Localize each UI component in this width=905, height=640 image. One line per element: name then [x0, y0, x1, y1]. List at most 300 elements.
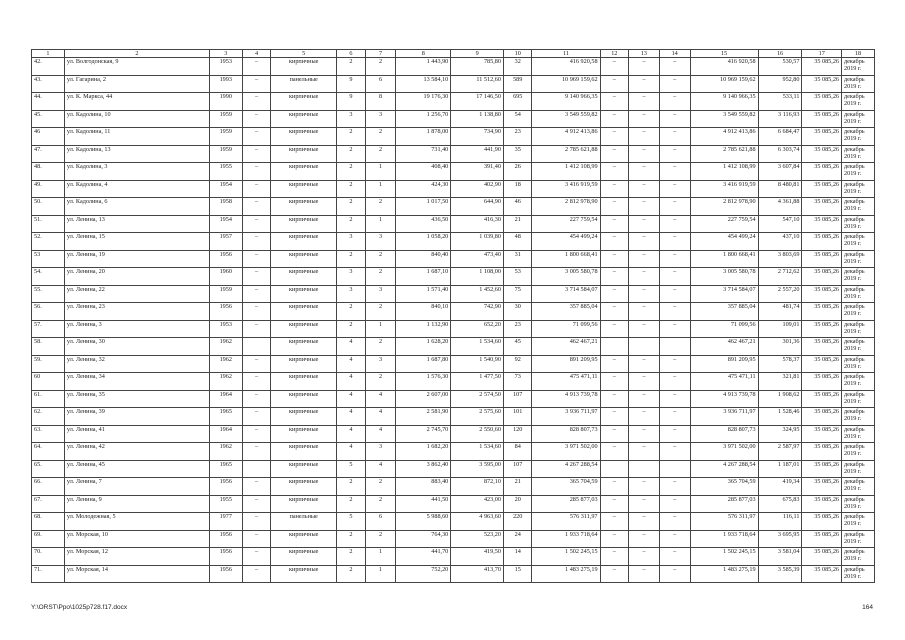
table-cell: 1964	[209, 390, 242, 408]
table-cell: ул. Кадолина, 4	[64, 180, 209, 198]
table-cell: 3 116,93	[758, 110, 802, 128]
table-cell: кирпичные	[271, 128, 337, 146]
table-cell: кирпичные	[271, 390, 337, 408]
table-cell: кирпичные	[271, 198, 337, 216]
table-cell: 1977	[209, 513, 242, 531]
table-cell: декабрь 2019 г.	[842, 215, 875, 233]
table-cell: –	[629, 513, 660, 531]
table-cell: 9 140 966,35	[532, 93, 600, 111]
table-cell: 220	[503, 513, 532, 531]
table-cell: 5	[337, 513, 366, 531]
table-cell: 4	[337, 338, 366, 356]
table-cell: 1959	[209, 285, 242, 303]
table-cell: 357 885,04	[532, 303, 600, 321]
table-cell: 3	[337, 110, 366, 128]
table-cell: 35 085,26	[802, 390, 842, 408]
table-cell: 3 581,04	[758, 548, 802, 566]
table-cell: 63.	[32, 425, 65, 443]
table-cell: 73	[503, 373, 532, 391]
table-cell: 19 176,30	[396, 93, 451, 111]
table-row	[32, 425, 875, 443]
table-cell: 454 499,24	[690, 233, 758, 251]
table-cell: –	[600, 478, 629, 496]
table-cell: –	[659, 110, 690, 128]
table-cell: 35 085,26	[802, 58, 842, 76]
table-cell: 3 005 580,78	[532, 268, 600, 286]
table-cell: 4 267 288,54	[690, 460, 758, 478]
table-cell: 53	[32, 250, 65, 268]
table-cell: 2	[365, 495, 396, 513]
table-cell: 4	[337, 390, 366, 408]
header-cell: 15	[690, 50, 758, 58]
table-cell: 4	[365, 425, 396, 443]
table-cell: 1 933 718,64	[532, 530, 600, 548]
table-cell	[242, 338, 271, 356]
table-cell: –	[600, 565, 629, 583]
table-cell: 71 099,56	[690, 320, 758, 338]
table-cell: 2 550,60	[451, 425, 504, 443]
table-row	[32, 495, 875, 513]
table-cell: 4 913 739,78	[690, 390, 758, 408]
header-cell: 16	[758, 50, 802, 58]
table-cell: –	[629, 530, 660, 548]
table-cell: –	[242, 425, 271, 443]
table-cell: кирпичные	[271, 530, 337, 548]
table-cell: 2	[337, 548, 366, 566]
table-cell: 2	[365, 128, 396, 146]
table-row	[32, 530, 875, 548]
table-cell: 1962	[209, 338, 242, 356]
table-cell: кирпичные	[271, 93, 337, 111]
table-cell: 1 412 108,99	[690, 163, 758, 181]
table-cell: 419,50	[451, 548, 504, 566]
table-cell: 1964	[209, 425, 242, 443]
table-cell: 1 039,80	[451, 233, 504, 251]
table-cell: 20	[503, 495, 532, 513]
table-cell: 59.	[32, 355, 65, 373]
table-cell: 1 017,50	[396, 198, 451, 216]
table-cell: 227 759,54	[690, 215, 758, 233]
table-cell: 1 628,20	[396, 338, 451, 356]
table-cell: –	[629, 495, 660, 513]
table-cell: 2	[365, 250, 396, 268]
table-cell: 3	[365, 110, 396, 128]
table-cell: –	[629, 320, 660, 338]
table-cell: 1 682,20	[396, 443, 451, 461]
table-cell: 523,20	[451, 530, 504, 548]
table-cell: декабрь 2019 г.	[842, 320, 875, 338]
table-cell: кирпичные	[271, 320, 337, 338]
table-cell: 35 085,26	[802, 373, 842, 391]
table-cell: –	[659, 390, 690, 408]
table-cell: декабрь 2019 г.	[842, 530, 875, 548]
table-cell: 473,40	[451, 250, 504, 268]
table-cell: декабрь 2019 г.	[842, 233, 875, 251]
table-cell: 675,83	[758, 495, 802, 513]
table-cell: 11 512,60	[451, 75, 504, 93]
table-cell: –	[242, 145, 271, 163]
table-cell: 55.	[32, 285, 65, 303]
table-cell: 35 085,26	[802, 93, 842, 111]
table-cell: –	[242, 390, 271, 408]
header-cell: 4	[242, 50, 271, 58]
table-cell: кирпичные	[271, 548, 337, 566]
table-cell: 2 785 621,88	[532, 145, 600, 163]
table-cell: –	[600, 495, 629, 513]
table-cell: –	[242, 75, 271, 93]
table-cell: 1	[365, 565, 396, 583]
table-cell: 576 311,97	[690, 513, 758, 531]
table-cell: 1 058,20	[396, 233, 451, 251]
table-cell: 109,01	[758, 320, 802, 338]
table-cell: 21	[503, 215, 532, 233]
table-cell: 35 085,26	[802, 128, 842, 146]
table-cell: кирпичные	[271, 303, 337, 321]
table-cell: декабрь 2019 г.	[842, 478, 875, 496]
table-cell: –	[242, 58, 271, 76]
table-cell: 1960	[209, 268, 242, 286]
table-cell: 71 099,56	[532, 320, 600, 338]
table-cell: 49.	[32, 180, 65, 198]
table-cell: ул. Морская, 12	[64, 548, 209, 566]
table-cell: –	[629, 478, 660, 496]
table-cell: ул. Морская, 14	[64, 565, 209, 583]
table-cell: 2 607,00	[396, 390, 451, 408]
table-cell: –	[659, 180, 690, 198]
table-cell: 4	[337, 355, 366, 373]
table-cell: –	[600, 128, 629, 146]
table-cell: 4	[365, 408, 396, 426]
table-cell: 3 936 711,97	[690, 408, 758, 426]
table-cell: 5 988,60	[396, 513, 451, 531]
table-cell: 2	[337, 478, 366, 496]
table-row	[32, 355, 875, 373]
table-cell	[629, 460, 660, 478]
table-cell: ул. Кадолина, 3	[64, 163, 209, 181]
table-cell: 644,90	[451, 198, 504, 216]
table-cell: ул. Ленина, 32	[64, 355, 209, 373]
table-cell: 4 913 739,78	[532, 390, 600, 408]
table-cell: 45.	[32, 110, 65, 128]
table-cell: 301,36	[758, 338, 802, 356]
table-cell: 107	[503, 460, 532, 478]
table-cell: –	[629, 145, 660, 163]
table-cell: кирпичные	[271, 215, 337, 233]
table-row	[32, 75, 875, 93]
table-cell: 1953	[209, 320, 242, 338]
table-cell: 2 557,20	[758, 285, 802, 303]
table-cell: ул. Ленина, 9	[64, 495, 209, 513]
table-cell: –	[600, 145, 629, 163]
table-cell: 35 085,26	[802, 338, 842, 356]
header-row	[32, 50, 875, 58]
table-cell: –	[629, 285, 660, 303]
table-cell: –	[600, 180, 629, 198]
table-cell: 2	[337, 198, 366, 216]
table-cell: –	[629, 215, 660, 233]
table-cell: –	[600, 198, 629, 216]
table-cell: –	[629, 75, 660, 93]
table-cell: –	[629, 110, 660, 128]
table-cell: 365 704,59	[532, 478, 600, 496]
table-cell: 1 477,50	[451, 373, 504, 391]
table-cell: 1 540,90	[451, 355, 504, 373]
table-cell: 1 187,01	[758, 460, 802, 478]
table-cell: –	[659, 303, 690, 321]
table-cell: кирпичные	[271, 373, 337, 391]
table-cell: 1958	[209, 198, 242, 216]
table-cell: 35 085,26	[802, 425, 842, 443]
table-cell: 35 085,26	[802, 548, 842, 566]
table-cell: 35 085,26	[802, 443, 842, 461]
table-cell: 92	[503, 355, 532, 373]
table-cell: –	[600, 163, 629, 181]
table-cell: 75	[503, 285, 532, 303]
table-cell: декабрь 2019 г.	[842, 495, 875, 513]
table-cell: 1953	[209, 58, 242, 76]
page-number: 164	[862, 604, 873, 611]
table-cell: декабрь 2019 г.	[842, 303, 875, 321]
table-cell: 2 812 978,90	[690, 198, 758, 216]
table-cell: –	[629, 373, 660, 391]
table-cell: декабрь 2019 г.	[842, 268, 875, 286]
table-cell: –	[629, 425, 660, 443]
table-cell: –	[629, 268, 660, 286]
table-row	[32, 443, 875, 461]
table-cell: –	[242, 93, 271, 111]
footer-file-path: Y:\ORST\Ppo\1025p728.f17.docx	[31, 604, 128, 611]
table-row	[32, 145, 875, 163]
table-cell: 70.	[32, 548, 65, 566]
table-cell: 3 803,69	[758, 250, 802, 268]
table-cell: 35 085,26	[802, 145, 842, 163]
table-cell: –	[659, 93, 690, 111]
table-cell: 1	[365, 180, 396, 198]
table-cell: 441,70	[396, 548, 451, 566]
table-row	[32, 58, 875, 76]
table-cell: –	[629, 565, 660, 583]
table-cell: 1954	[209, 180, 242, 198]
table-cell: 35 085,26	[802, 180, 842, 198]
table-cell: 32	[503, 58, 532, 76]
table-cell: кирпичные	[271, 408, 337, 426]
table-cell: ул. Ленина, 13	[64, 215, 209, 233]
table-cell: 84	[503, 443, 532, 461]
table-cell: –	[659, 215, 690, 233]
header-cell: 10	[503, 50, 532, 58]
header-cell: 3	[209, 50, 242, 58]
table-cell: 4	[365, 460, 396, 478]
table-cell: 56.	[32, 303, 65, 321]
table-cell: –	[242, 163, 271, 181]
table-cell: 51.	[32, 215, 65, 233]
table-row	[32, 198, 875, 216]
table-cell: 1 138,80	[451, 110, 504, 128]
table-cell: 35 085,26	[802, 460, 842, 478]
table-cell: 35 085,26	[802, 495, 842, 513]
table-cell: 3 936 711,97	[532, 408, 600, 426]
table-cell: –	[242, 180, 271, 198]
table-cell: 35 085,26	[802, 163, 842, 181]
table-cell: декабрь 2019 г.	[842, 285, 875, 303]
table-cell: декабрь 2019 г.	[842, 460, 875, 478]
table-cell: 2	[337, 495, 366, 513]
table-cell: 52.	[32, 233, 65, 251]
table-cell: 2	[365, 373, 396, 391]
table-cell: ул. Ленина, 34	[64, 373, 209, 391]
table-cell: ул. Кадолина, 11	[64, 128, 209, 146]
table-cell	[600, 460, 629, 478]
table-cell: декабрь 2019 г.	[842, 75, 875, 93]
table-cell: –	[242, 303, 271, 321]
table-cell: –	[659, 75, 690, 93]
table-cell: 6	[365, 75, 396, 93]
table-cell: 71.	[32, 565, 65, 583]
table-cell: –	[629, 93, 660, 111]
table-cell: ул. Гагарина, 2	[64, 75, 209, 93]
table-cell: 413,70	[451, 565, 504, 583]
table-cell: 1 571,40	[396, 285, 451, 303]
table-cell: –	[659, 233, 690, 251]
table-cell: 2	[337, 163, 366, 181]
table-cell: 9	[337, 93, 366, 111]
table-cell: 1956	[209, 548, 242, 566]
table-cell: –	[629, 198, 660, 216]
table-cell: ул. Ленина, 19	[64, 250, 209, 268]
table-cell: 35 085,26	[802, 110, 842, 128]
table-cell: ул. Кадолина, 6	[64, 198, 209, 216]
table-cell: –	[629, 390, 660, 408]
table-cell: ул. Ленина, 45	[64, 460, 209, 478]
table-cell: декабрь 2019 г.	[842, 373, 875, 391]
table-row	[32, 565, 875, 583]
table-cell: 872,10	[451, 478, 504, 496]
table-cell: ул. Ленина, 20	[64, 268, 209, 286]
header-cell: 6	[337, 50, 366, 58]
table-cell: 3	[337, 285, 366, 303]
table-cell: –	[659, 478, 690, 496]
table-cell: –	[242, 443, 271, 461]
table-cell: 45	[503, 338, 532, 356]
table-cell: 50.	[32, 198, 65, 216]
table-cell: –	[242, 373, 271, 391]
table-row	[32, 373, 875, 391]
table-cell: –	[600, 320, 629, 338]
table-cell: 285 877,03	[532, 495, 600, 513]
table-cell: 2 581,90	[396, 408, 451, 426]
table-row	[32, 460, 875, 478]
table-cell: 828 807,73	[532, 425, 600, 443]
header-cell: 12	[600, 50, 629, 58]
table-cell: 2 785 621,88	[690, 145, 758, 163]
table-cell: –	[600, 75, 629, 93]
table-cell: ул. Кадолина, 10	[64, 110, 209, 128]
table-cell: –	[659, 443, 690, 461]
table-cell: декабрь 2019 г.	[842, 513, 875, 531]
table-cell: кирпичные	[271, 338, 337, 356]
table-cell: кирпичные	[271, 58, 337, 76]
table-cell: –	[242, 495, 271, 513]
table-cell: –	[242, 320, 271, 338]
table-cell: 69.	[32, 530, 65, 548]
table-cell: 10 969 159,62	[690, 75, 758, 93]
table-row	[32, 180, 875, 198]
table-cell: 734,90	[451, 128, 504, 146]
table-cell: 2 812 978,90	[532, 198, 600, 216]
table-cell: 1	[365, 215, 396, 233]
table-cell: –	[600, 373, 629, 391]
table-cell: 67.	[32, 495, 65, 513]
table-cell: –	[659, 320, 690, 338]
table-cell: 891 209,95	[532, 355, 600, 373]
table-cell: –	[629, 303, 660, 321]
table-cell: –	[600, 513, 629, 531]
table-cell: 2	[365, 268, 396, 286]
table-cell: 578,37	[758, 355, 802, 373]
table-cell: –	[659, 163, 690, 181]
table-cell: 18	[503, 180, 532, 198]
table-cell: 54.	[32, 268, 65, 286]
table-cell: 285 877,03	[690, 495, 758, 513]
table-cell: –	[242, 268, 271, 286]
table-cell: 60	[32, 373, 65, 391]
table-cell: 391,40	[451, 163, 504, 181]
table-cell: 2 745,70	[396, 425, 451, 443]
table-cell: 475 471,11	[690, 373, 758, 391]
table-cell: 3 595,00	[451, 460, 504, 478]
table-cell: –	[659, 198, 690, 216]
table-cell: 3 005 580,78	[690, 268, 758, 286]
header-cell: 8	[396, 50, 451, 58]
table-cell: панельные	[271, 75, 337, 93]
table-cell: 35 085,26	[802, 565, 842, 583]
table-cell: 1959	[209, 110, 242, 128]
table-row	[32, 128, 875, 146]
table-cell: 35 085,26	[802, 303, 842, 321]
table-cell: 1957	[209, 233, 242, 251]
table-cell: 35 085,26	[802, 250, 842, 268]
table-cell: 68.	[32, 513, 65, 531]
table-cell: –	[659, 128, 690, 146]
table-cell: –	[242, 215, 271, 233]
table-cell: кирпичные	[271, 425, 337, 443]
table-cell: –	[659, 285, 690, 303]
table-cell: декабрь 2019 г.	[842, 180, 875, 198]
table-cell: –	[629, 180, 660, 198]
table-cell: 35 085,26	[802, 198, 842, 216]
table-cell: 1 576,30	[396, 373, 451, 391]
table-cell: –	[629, 128, 660, 146]
table-cell	[659, 338, 690, 356]
table-cell: 3	[365, 285, 396, 303]
table-cell: 31	[503, 250, 532, 268]
table-cell: 840,10	[396, 303, 451, 321]
table-cell: 2	[337, 128, 366, 146]
table-cell: 1956	[209, 565, 242, 583]
table-cell: 416,30	[451, 215, 504, 233]
table-cell: декабрь 2019 г.	[842, 548, 875, 566]
table-cell: 402,90	[451, 180, 504, 198]
table-cell: –	[659, 355, 690, 373]
header-cell: 18	[842, 50, 875, 58]
table-cell: 35 085,26	[802, 75, 842, 93]
table-cell: 35 085,26	[802, 513, 842, 531]
table-cell: 4 361,88	[758, 198, 802, 216]
table-cell: 6 303,74	[758, 145, 802, 163]
table-cell: 576 311,97	[532, 513, 600, 531]
table-cell: –	[600, 250, 629, 268]
table-cell: 54	[503, 110, 532, 128]
